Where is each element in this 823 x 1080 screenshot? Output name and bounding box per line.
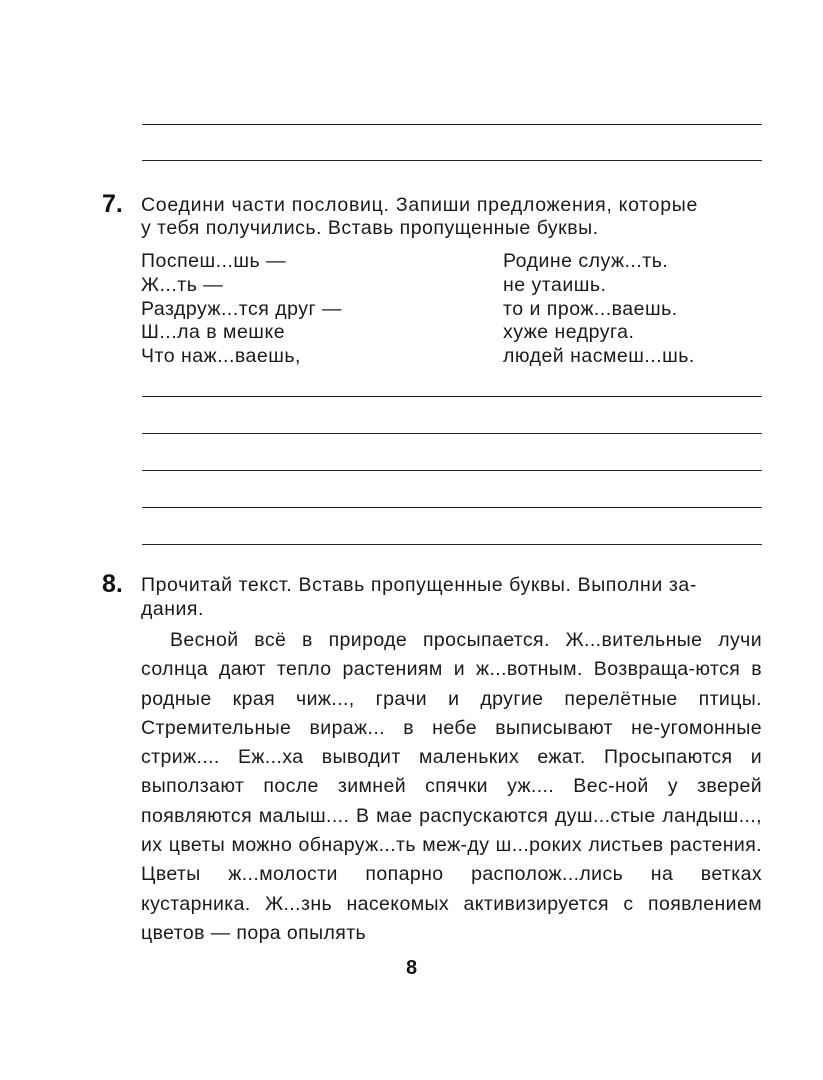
- reading-text: [141, 626, 762, 951]
- proverb-right-part: людей насмеш...шь.: [503, 345, 695, 367]
- answer-line[interactable]: [142, 160, 762, 161]
- proverb-left-part: Раздруж...тся друг —: [141, 298, 342, 320]
- proverb-left-part: Поспеш...шь —: [141, 250, 287, 272]
- proverb-left-part: Что наж...ваешь,: [141, 345, 301, 367]
- proverb-left-part: Ж...ть —: [141, 274, 224, 296]
- task-8-instruction-line-2: дания.: [141, 598, 204, 620]
- proverb-right-part: то и прож...ваешь.: [503, 298, 678, 320]
- proverb-left-part: Ш...ла в мешке: [141, 321, 286, 343]
- answer-line[interactable]: [142, 396, 762, 397]
- answer-line[interactable]: [142, 544, 762, 545]
- reading-text-body: Весной всё в природе просыпается. Ж...вительные лучи солнца дают тепло растениям и ж...вотным. Возвраща-ются в родные края чиж..., грачи и другие перелётные птицы. Стремительные вираж... в небе выписывают не-угомонные стриж.... Еж...ха выводит маленьких ежат. Просыпаются и выползают после зимней спячки уж.... Вес-ной у зверей появляются малыш.... В мае распускаются душ...стые ландыш..., их цветы можно обнаруж...ть меж-ду ш...роких листьев растения. Цветы ж...молости попарно располож...лись на ветках кустарника. Ж...знь насекомых активизируется с появлением цветов — пора опылять: [141, 629, 762, 944]
- proverb-right-part: хуже недруга.: [503, 321, 635, 343]
- page-number: 8: [405, 957, 418, 979]
- task-7-instruction-line-1: Соедини части пословиц. Запиши предложения, которые: [141, 194, 699, 216]
- task-7-instruction-line-2: у тебя получились. Вставь пропущенные буквы.: [141, 217, 599, 239]
- answer-line[interactable]: [142, 470, 762, 471]
- answer-line[interactable]: [142, 124, 762, 125]
- proverb-right-part: не утаишь.: [503, 274, 607, 296]
- answer-line[interactable]: [142, 507, 762, 508]
- answer-line[interactable]: [142, 433, 762, 434]
- proverb-right-part: Родине служ...ть.: [503, 250, 669, 272]
- task-8-instruction-line-1: Прочитай текст. Вставь пропущенные буквы. Выполни за-: [141, 574, 697, 596]
- task-7-number: 7.: [102, 190, 123, 218]
- task-8-number: 8.: [102, 570, 123, 598]
